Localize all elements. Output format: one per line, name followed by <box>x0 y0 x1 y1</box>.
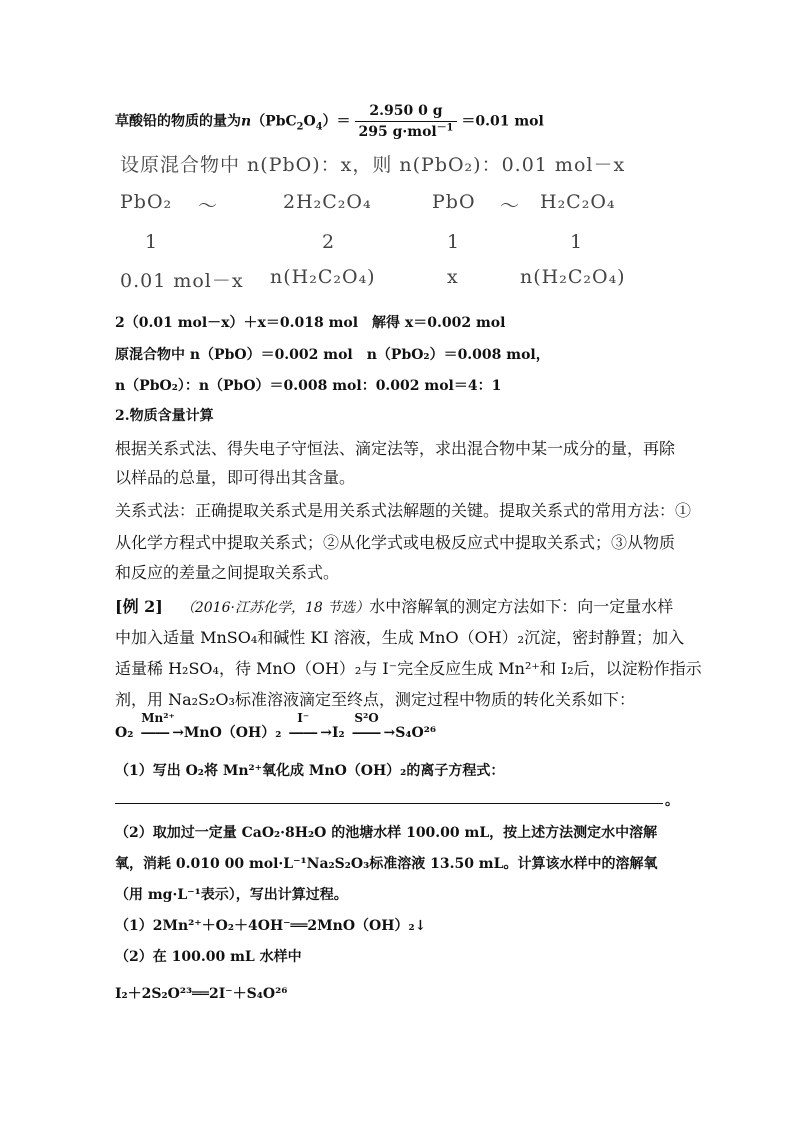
row2-2h2c2o4: 2H₂C₂O₄ <box>283 191 372 213</box>
fraction-numerator: 2.950 0 g <box>355 103 458 122</box>
row3-c2: 2 <box>322 231 336 253</box>
section2-para2-l1: 关系式法：正确提取关系式是用关系式法解题的关键。提取关系式的常用方法：① <box>115 501 692 520</box>
row4-c4: n(H₂C₂O₄) <box>520 266 626 288</box>
row3-c4: 1 <box>570 231 584 253</box>
intro-sub1: 2 <box>296 121 304 133</box>
intro-n: n <box>241 113 252 130</box>
question-1-end: 。 <box>665 793 679 809</box>
chain-arrow1-label: Mn²⁺ <box>141 711 175 725</box>
chain-arrow2-label: I⁻ <box>297 711 310 725</box>
question-2-l2: 氧，消耗 0.010 00 mol·L⁻¹Na₂S₂O₃标准溶液 13.50 mL。计算该水样中的溶解氧 <box>115 856 658 872</box>
chain-o2: O₂ <box>115 725 134 741</box>
conversion-chain <box>115 711 436 742</box>
section2-para2-l2: 从化学方程式中提取关系式；②从化学式或电极反应式中提取关系式；③从物质 <box>115 533 676 552</box>
chain-p1: →MnO（OH）₂ <box>172 725 282 741</box>
intro-fraction <box>355 103 458 140</box>
chain-arrow2: I⁻ ―― <box>289 711 318 741</box>
calc-eq2: 原混合物中 n（PbO）＝0.002 mol n（PbO₂）＝0.008 mol， <box>115 347 550 363</box>
example-l1 <box>115 594 673 617</box>
intro-result: ＝0.01 mol <box>461 113 544 130</box>
chain-arrow3-label: S²O <box>354 711 379 725</box>
example-tag: [例 2] <box>115 597 163 616</box>
calc-eq3: n（PbO₂）：n（PbO）＝0.008 mol：0.002 mol＝4：1 <box>115 378 502 394</box>
calc-eq1: 2（0.01 mol－x）＋x＝0.018 mol 解得 x＝0.002 mol <box>115 315 506 331</box>
section2-para2-l3: 和反应的差量之间提取关系式。 <box>115 563 340 582</box>
intro-line <box>115 103 544 140</box>
chain-p2: →I₂ <box>320 725 345 741</box>
row2-tilde2: ～ <box>500 195 521 217</box>
example-l1-rest: 水中溶解氧的测定方法如下：向一定量水样 <box>369 597 674 616</box>
row2-pbo2: PbO₂ <box>120 191 173 213</box>
intro-formula-b: O <box>303 113 316 130</box>
example-l4: 剂，用 Na₂S₂O₃标准溶液滴定至终点，测定过程中物质的转化关系如下： <box>115 690 635 709</box>
chain-p3: →S₄O²⁶ <box>383 725 436 741</box>
section2-para1-l2: 以样品的总量，即可得出其含量。 <box>115 468 356 487</box>
question-2-l1: （2）取加过一定量 CaO₂·8H₂O 的池塘水样 100.00 mL，按上述方法测定水中溶解 <box>115 825 658 841</box>
answer-2: （2）在 100.00 mL 水样中 <box>115 949 302 965</box>
row4-c1: 0.01 mol－x <box>120 270 244 292</box>
answer-blank-line <box>115 803 663 804</box>
row4-c3: x <box>447 266 459 288</box>
section2-heading: 2.物质含量计算 <box>115 408 214 424</box>
example-source: （2016·江苏化学，18 节选） <box>180 600 370 616</box>
chain-arrow1: Mn²⁺ ―― <box>141 711 175 741</box>
example-l3: 适量稀 H₂SO₄，待 MnO（OH）₂与 I⁻完全反应生成 Mn²⁺和 I₂后，以淀粉作指示 <box>115 659 702 678</box>
row2-pbo: PbO <box>432 191 476 213</box>
intro-formula-a: （PbC <box>251 113 297 130</box>
row3-c1: 1 <box>145 231 159 253</box>
answer-1: （1）2Mn²⁺＋O₂＋4OH⁻══2MnO（OH）₂↓ <box>115 918 427 934</box>
fraction-denominator <box>355 122 458 140</box>
row3-c3: 1 <box>447 231 461 253</box>
intro-prefix: 草酸铅的物质的量为 <box>115 113 241 130</box>
question-2-l3: （用 mg·L⁻¹表示），写出计算过程。 <box>115 887 348 903</box>
row4-c2: n(H₂C₂O₄) <box>270 266 376 288</box>
example-l2: 中加入适量 MnSO₄和碱性 KI 溶液，生成 MnO（OH）₂沉淀，密封静置；加入 <box>115 628 685 647</box>
row2-tilde1: ～ <box>198 195 219 217</box>
row2-h2c2o4: H₂C₂O₄ <box>540 191 616 213</box>
answer-3: I₂＋2S₂O²³══2I⁻＋S₄O²⁶ <box>115 986 288 1002</box>
denominator-sup: －1 <box>436 122 454 134</box>
intro-sub2: 4 <box>315 121 323 133</box>
question-1: （1）写出 O₂将 Mn²⁺氧化成 MnO（OH）₂的离子方程式： <box>115 763 505 779</box>
intro-formula-c: ）＝ <box>322 113 351 130</box>
denominator-base: 295 g·mol <box>358 124 437 140</box>
image-row1: 设原混合物中 n(PbO)：x，则 n(PbO₂)：0.01 mol－x <box>120 154 626 176</box>
chain-arrow3: S²O ―― <box>352 711 381 741</box>
section2-para1-l1: 根据关系式法、得失电子守恒法、滴定法等，求出混合物中某一成分的量，再除 <box>115 439 676 458</box>
